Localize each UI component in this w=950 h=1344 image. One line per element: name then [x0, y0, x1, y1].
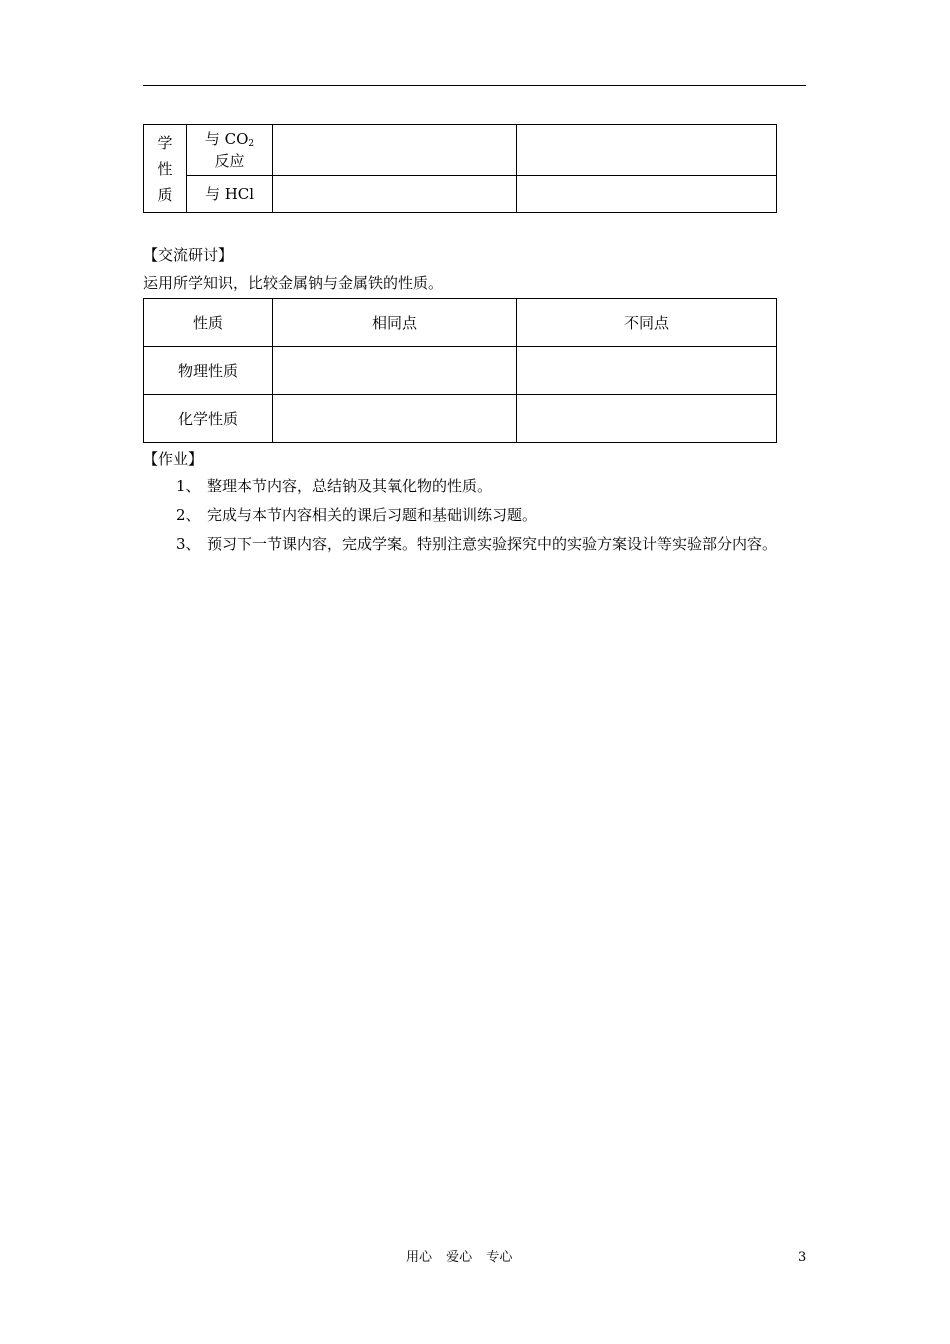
table-row: [144, 176, 777, 213]
row-label-text: 与 CO: [204, 130, 249, 148]
list-item-number: 1、: [176, 477, 201, 495]
footer-motto-word: 专心: [486, 1250, 513, 1265]
row-label: 物理性质: [144, 347, 273, 395]
page-number: 3: [798, 1250, 807, 1265]
chemical-properties-table: [143, 124, 777, 213]
footer-motto-word: 用心: [406, 1250, 433, 1265]
side-label-cell: [144, 125, 187, 213]
table-row: [144, 125, 777, 176]
table-row: [144, 395, 777, 443]
table-cell[interactable]: [273, 347, 517, 395]
table-cell[interactable]: [273, 125, 517, 176]
header-rule: [143, 85, 806, 86]
list-item-text: 预习下一节课内容，完成学案。特别注意实验探究中的实验方案设计等实验部分内容。: [207, 535, 778, 553]
table-cell[interactable]: [517, 176, 777, 213]
comparison-table: [143, 298, 777, 443]
row-label: 化学性质: [144, 395, 273, 443]
discussion-prompt: 运用所学知识，比较金属钠与金属铁的性质。: [143, 274, 444, 292]
list-item-text: 整理本节内容，总结钠及其氧化物的性质。: [207, 477, 493, 495]
row-label-hcl: 与 HCl: [187, 176, 273, 213]
footer-motto-word: 爱心: [446, 1250, 473, 1265]
discussion-heading: 【交流研讨】: [143, 246, 234, 264]
side-label-char: 性: [157, 159, 173, 178]
table-header-row: [144, 299, 777, 347]
table-cell[interactable]: [273, 176, 517, 213]
homework-heading: 【作业】: [143, 450, 204, 468]
column-header: 相同点: [273, 299, 517, 347]
list-item: [176, 472, 816, 500]
footer-motto: [406, 1249, 522, 1267]
table-cell[interactable]: [517, 125, 777, 176]
table-cell[interactable]: [517, 395, 777, 443]
column-header: 不同点: [517, 299, 777, 347]
row-label-co2: [187, 125, 273, 176]
side-label-char: 质: [157, 185, 173, 204]
list-item-number: 3、: [176, 535, 201, 553]
table-row: [144, 347, 777, 395]
list-item: [176, 501, 816, 529]
side-label-char: 学: [157, 133, 173, 152]
table-cell[interactable]: [273, 395, 517, 443]
table-cell[interactable]: [517, 347, 777, 395]
column-header: 性质: [144, 299, 273, 347]
list-item-text: 完成与本节内容相关的课后习题和基础训练习题。: [207, 506, 538, 524]
row-label-text-line2: 反应: [214, 152, 245, 170]
list-item-number: 2、: [176, 506, 201, 524]
subscript: 2: [248, 139, 255, 149]
list-item: [176, 530, 816, 590]
